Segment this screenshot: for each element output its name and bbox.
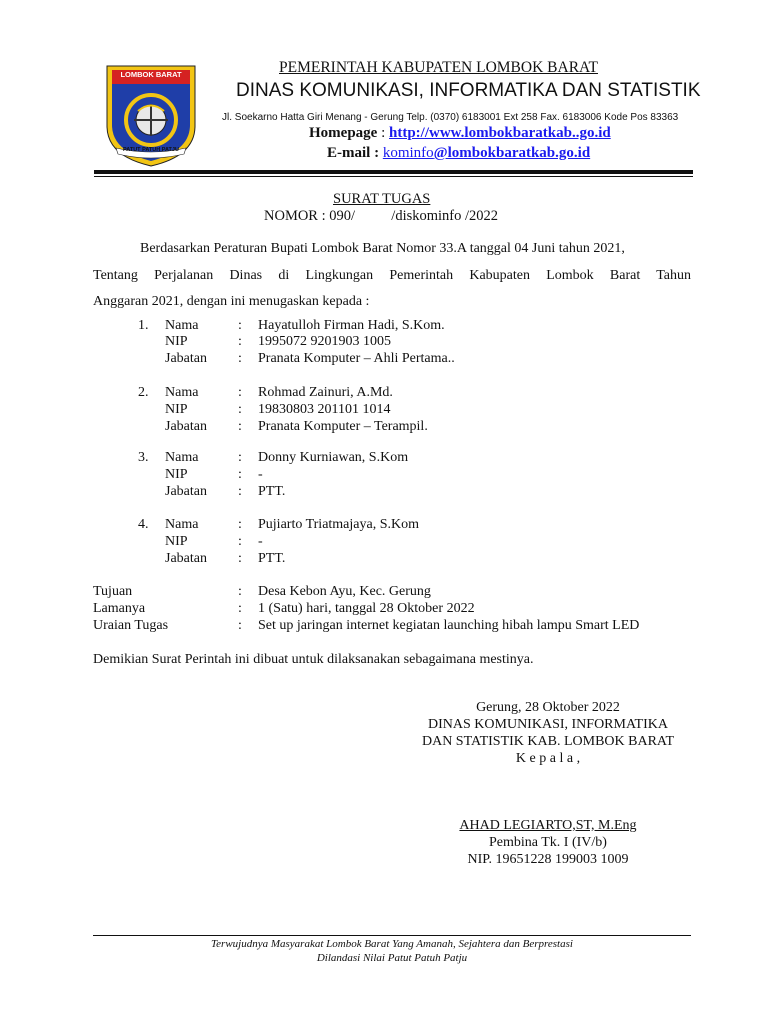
letterhead-divider-thin (94, 176, 693, 177)
logo-text: LOMBOK BARAT (120, 70, 182, 79)
signer-rank: Pembina Tk. I (IV/b) (489, 835, 607, 850)
colon: : (238, 517, 242, 532)
person-number: 2. (138, 385, 149, 400)
colon: : (238, 551, 242, 566)
nip-label: NIP (165, 534, 188, 549)
person-position: Pranata Komputer – Terampil. (258, 419, 428, 434)
signature-place-date: Gerung, 28 Oktober 2022 (476, 700, 620, 715)
detail-label-lamanya: Lamanya (93, 601, 146, 616)
email-link-domain[interactable]: @lombokbaratkab.go.id (433, 145, 591, 161)
homepage-label: Homepage (309, 125, 378, 141)
nama-label: Nama (165, 385, 199, 400)
letter-number: NOMOR : 090/ /diskominfo /2022 (264, 208, 499, 224)
person-nip: - (258, 467, 263, 482)
nip-label: NIP (165, 467, 188, 482)
homepage-link[interactable]: http://www.lombokbaratkab..go.id (389, 125, 611, 141)
colon: : (238, 534, 242, 549)
agency-name: DINAS KOMUNIKASI, INFORMATIKA DAN STATISTIK (236, 80, 701, 101)
government-name: PEMERINTAH KABUPATEN LOMBOK BARAT (279, 59, 598, 76)
nama-label: Nama (165, 318, 199, 333)
letter-title: SURAT TUGAS (333, 191, 431, 207)
detail-label-tujuan: Tujuan (93, 584, 133, 599)
email-line (327, 145, 590, 162)
nama-label: Nama (165, 517, 199, 532)
nip-label: NIP (165, 402, 188, 417)
colon: : (238, 618, 242, 633)
intro-line-3: Anggaran 2021, dengan ini menugaskan kepada : (93, 294, 370, 309)
colon: : (238, 467, 242, 482)
person-name: Rohmad Zainuri, A.Md. (258, 385, 393, 400)
jabatan-label: Jabatan (165, 484, 207, 499)
colon: : (238, 318, 242, 333)
closing-sentence: Demikian Surat Perintah ini dibuat untuk dilaksanakan sebagaimana mestinya. (93, 652, 534, 667)
footer-motto-line-2: Dilandasi Nilai Patut Patuh Patju (316, 952, 468, 964)
person-number: 3. (138, 450, 149, 465)
colon: : (238, 402, 242, 417)
colon: : (238, 419, 242, 434)
signature-org-line-2: DAN STATISTIK KAB. LOMBOK BARAT (421, 734, 675, 749)
nip-label: NIP (165, 334, 188, 349)
detail-value-lamanya: 1 (Satu) hari, tanggal 28 Oktober 2022 (258, 601, 475, 616)
person-name: Hayatulloh Firman Hadi, S.Kom. (258, 318, 445, 333)
person-nip: - (258, 534, 263, 549)
colon: : (238, 351, 242, 366)
colon: : (238, 601, 242, 616)
detail-label-uraian: Uraian Tugas (93, 618, 169, 633)
person-number: 4. (138, 517, 149, 532)
signer-name: AHAD LEGIARTO,ST, M.Eng (459, 818, 637, 833)
email-label: E-mail : (327, 145, 383, 161)
person-nip: 1995072 9201903 1005 (258, 334, 391, 349)
signature-org-line-1: DINAS KOMUNIKASI, INFORMATIKA (428, 717, 668, 732)
intro-line-1: Berdasarkan Peraturan Bupati Lombok Barat Nomor 33.A tanggal 04 Juni tahun 2021, (140, 241, 625, 256)
letterhead-divider (94, 170, 693, 174)
signer-nip: NIP. 19651228 199003 1009 (467, 852, 629, 867)
jabatan-label: Jabatan (165, 419, 207, 434)
agency-address: Jl. Soekarno Hatta Giri Menang - Gerung Telp. (0370) 6183001 Ext 258 Fax. 6183006 Kode Pos 83363 (222, 112, 679, 123)
footer-divider (93, 935, 691, 936)
detail-value-tujuan: Desa Kebon Ayu, Kec. Gerung (258, 584, 431, 599)
nama-label: Nama (165, 450, 199, 465)
colon: : (238, 334, 242, 349)
colon: : (238, 584, 242, 599)
person-position: PTT. (258, 551, 286, 566)
colon: : (238, 484, 242, 499)
footer-motto-line-1: Terwujudnya Masyarakat Lombok Barat Yang Amanah, Sejahtera dan Berprestasi (211, 938, 573, 950)
logo-motto: PATUT PATUH PATJU (123, 147, 179, 153)
detail-value-uraian: Set up jaringan internet kegiatan launching hibah lampu Smart LED (258, 618, 640, 633)
person-number: 1. (138, 318, 149, 333)
person-nip: 19830803 201101 1014 (258, 402, 391, 417)
colon: : (238, 450, 242, 465)
jabatan-label: Jabatan (165, 351, 207, 366)
person-position: Pranata Komputer – Ahli Pertama.. (258, 351, 455, 366)
person-name: Donny Kurniawan, S.Kom (258, 450, 409, 465)
signature-position: K e p a l a , (515, 751, 581, 766)
jabatan-label: Jabatan (165, 551, 207, 566)
homepage-line (309, 125, 611, 142)
person-position: PTT. (258, 484, 286, 499)
intro-line-2: Tentang Perjalanan Dinas di Lingkungan Pemerintah Kabupaten Lombok Barat Tahun (93, 268, 691, 283)
regency-logo (104, 64, 198, 168)
person-name: Pujiarto Triatmajaya, S.Kom (258, 517, 419, 532)
homepage-separator: : (377, 125, 389, 141)
email-link-user[interactable]: kominfo (382, 145, 434, 161)
colon: : (238, 385, 242, 400)
